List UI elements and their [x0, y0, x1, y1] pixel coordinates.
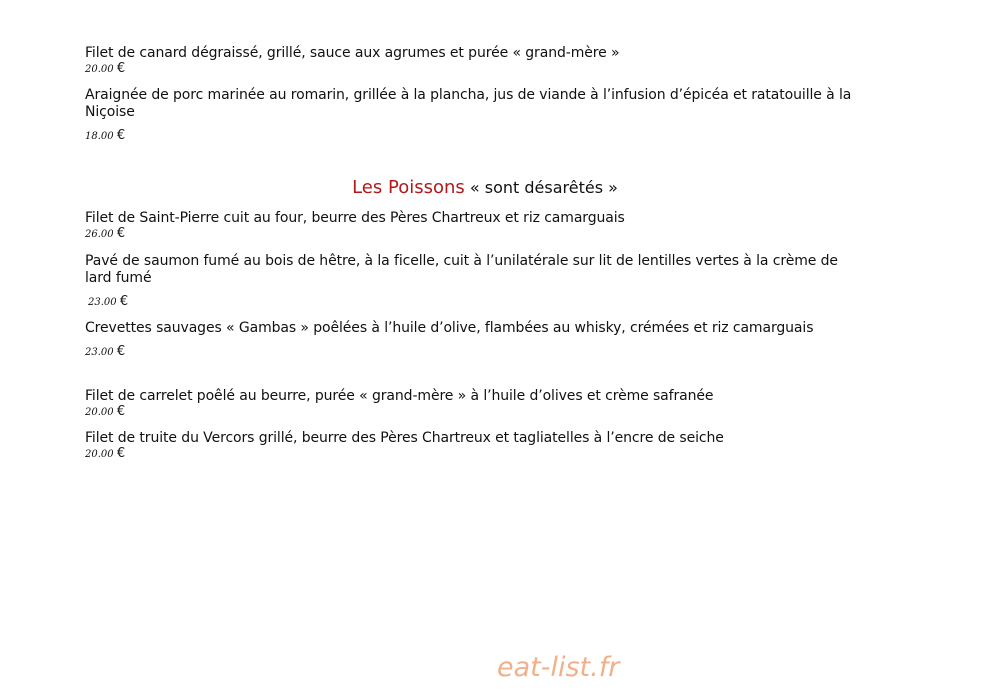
section-title-main: Les Poissons — [352, 177, 465, 198]
dish-name: Filet de canard dégraissé, grillé, sauce aux agrumes et purée « grand-mère » — [85, 45, 620, 61]
euro-symbol: € — [116, 344, 126, 359]
dish-price: 20.00 € — [85, 61, 126, 76]
euro-symbol: € — [116, 61, 126, 76]
dish-price: 20.00 € — [85, 404, 126, 419]
dish-price: 26.00 € — [85, 226, 126, 241]
dish-price: 18.00 € — [85, 128, 126, 143]
menu-item-carrelet — [85, 388, 865, 420]
watermark-logo: eat-list.fr — [497, 652, 620, 683]
menu-item-duck — [85, 45, 865, 77]
dish-price: 23.00 € — [88, 294, 129, 309]
dish-name: Crevettes sauvages « Gambas » poêlées à l’huile d’olive, flambées au whisky, crémées et riz camarguais — [85, 320, 814, 336]
section-subtitle: « sont désarêtés » — [469, 178, 618, 197]
dish-name: Filet de truite du Vercors grillé, beurre des Pères Chartreux et tagliatelles à l’encre de seiche — [85, 430, 724, 446]
dish-price: 23.00 € — [85, 344, 126, 359]
dish-price: 20.00 € — [85, 446, 126, 461]
dish-name: Filet de carrelet poêlé au beurre, purée « grand-mère » à l’huile d’olives et crème safranée — [85, 388, 714, 404]
euro-symbol: € — [116, 226, 126, 241]
menu-item-saint-pierre — [85, 210, 865, 242]
menu-item-gambas — [85, 320, 865, 360]
dish-name: Filet de Saint-Pierre cuit au four, beurre des Pères Chartreux et riz camarguais — [85, 210, 625, 226]
euro-symbol: € — [116, 128, 126, 143]
euro-symbol: € — [119, 294, 129, 309]
euro-symbol: € — [116, 404, 126, 419]
section-title-fish — [85, 178, 885, 198]
menu-item-pork — [85, 87, 865, 144]
dish-name: Araignée de porc marinée au romarin, grillée à la plancha, jus de viande à l’infusion d’épicéa et ratatouille à la Niçoise — [85, 87, 852, 120]
dish-name: Pavé de saumon fumé au bois de hêtre, à la ficelle, cuit à l’unilatérale sur lit de lentilles vertes à la crème de lard fumé — [85, 253, 838, 286]
euro-symbol: € — [116, 446, 126, 461]
menu-item-trout — [85, 430, 865, 462]
menu-item-salmon — [85, 253, 865, 310]
